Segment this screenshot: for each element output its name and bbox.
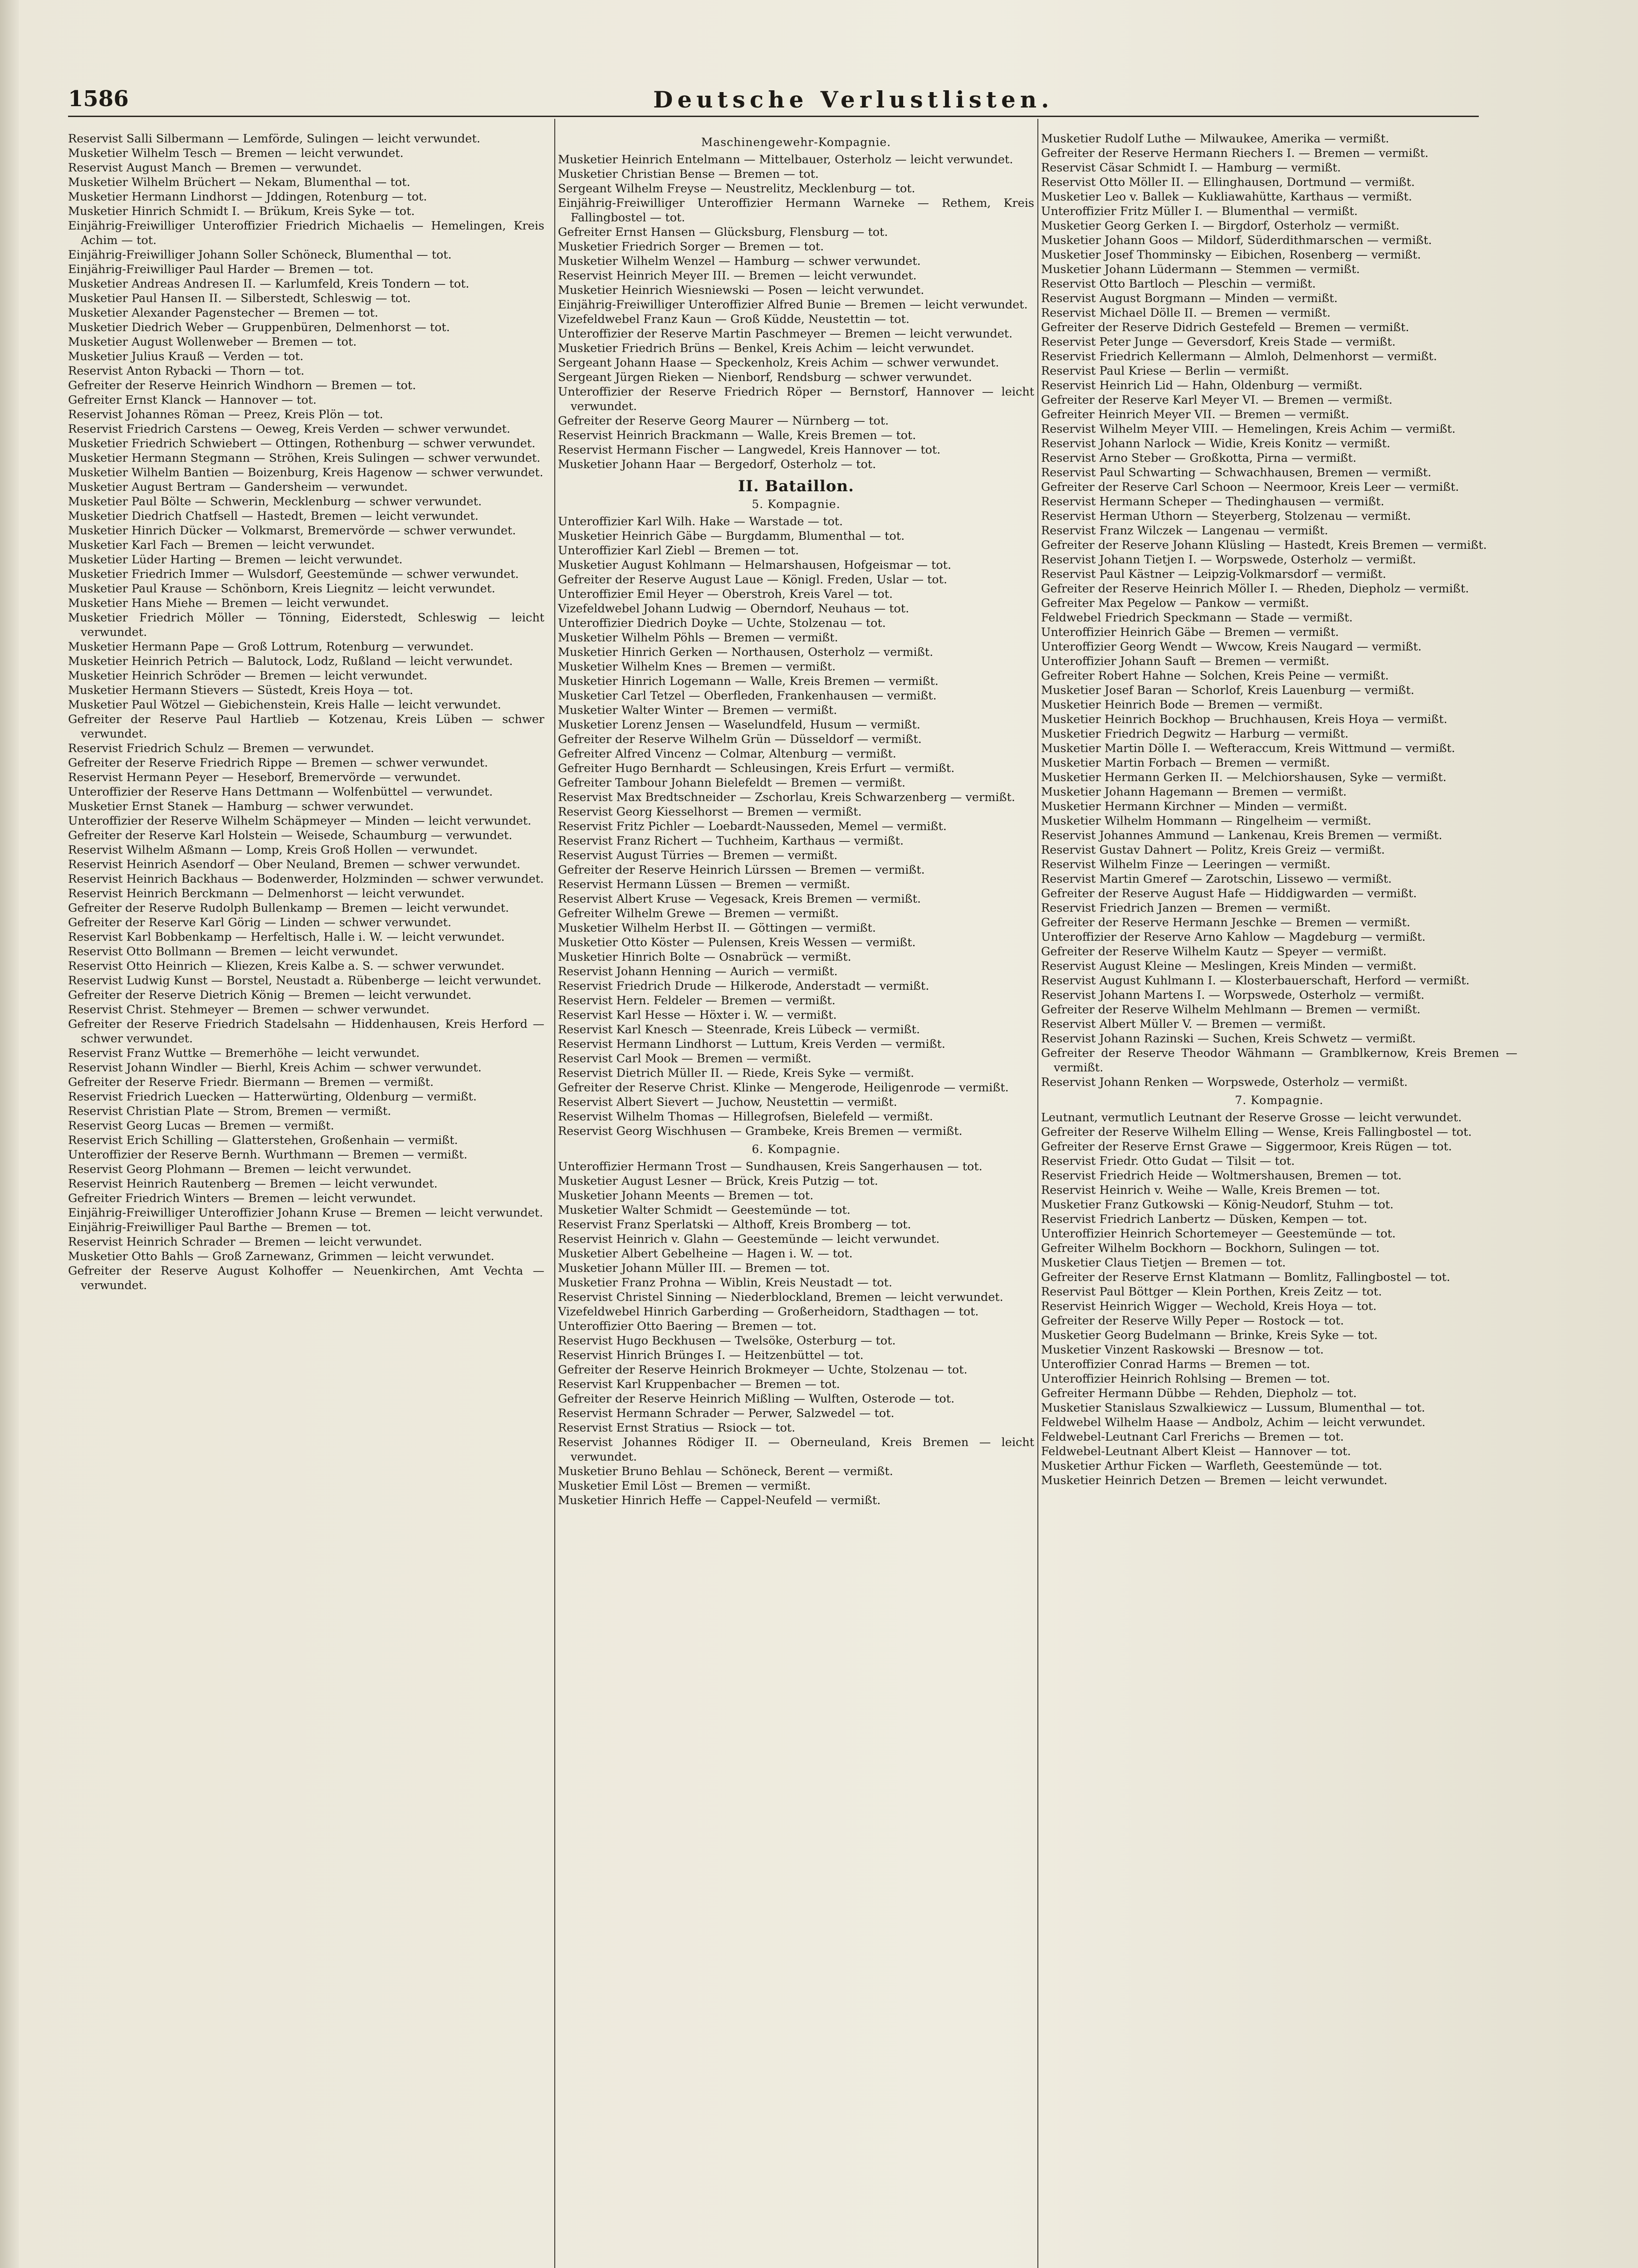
casualty-entry: Reservist Christian Plate — Strom, Bremen — vermißt. bbox=[68, 1105, 391, 1118]
casualty-entry: Reservist Friedrich Kellermann — Almloh, Delmenhorst — vermißt. bbox=[1041, 350, 1437, 363]
casualty-entry: Sergeant Johann Haase — Speckenholz, Kreis Achim — schwer verwundet. bbox=[558, 356, 999, 370]
casualty-entry: Musketier Hinrich Gerken — Northausen, Osterholz — vermißt. bbox=[558, 645, 934, 659]
casualty-entry: Gefreiter der Reserve Rudolph Bullenkamp — Bremen — leicht verwundet. bbox=[68, 901, 509, 915]
casualty-entry: Reservist Christ. Stehmeyer — Bremen — schwer verwundet. bbox=[68, 1003, 430, 1017]
casualty-entry: Gefreiter der Reserve Carl Schoon — Neermoor, Kreis Leer — vermißt. bbox=[1041, 480, 1459, 494]
casualty-entry: Gefreiter der Reserve Willy Peper — Rostock — tot. bbox=[1041, 1314, 1344, 1328]
casualty-entry: Musketier Heinrich Bode — Bremen — vermißt. bbox=[1041, 698, 1323, 712]
casualty-entry: Reservist Johann Martens I. — Worpswede, Osterholz — vermißt. bbox=[1041, 988, 1425, 1002]
casualty-entry: Gefreiter Tambour Johann Bielefeldt — Bremen — vermißt. bbox=[558, 776, 905, 790]
casualty-entry: Musketier Heinrich Schröder — Bremen — leicht verwundet. bbox=[68, 669, 428, 683]
casualty-entry: Musketier Heinrich Bockhop — Bruchhausen, Kreis Hoya — vermißt. bbox=[1041, 713, 1447, 726]
casualty-entry: Musketier Hermann Lindhorst — Jddingen, Rotenburg — tot. bbox=[68, 190, 427, 204]
casualty-entry: Reservist Friedrich Lanbertz — Düsken, Kempen — tot. bbox=[1041, 1212, 1368, 1226]
casualty-entry: Sergeant Jürgen Rieken — Nienborf, Rendsburg — schwer verwundet. bbox=[558, 371, 972, 384]
casualty-entry: Reservist Wilhelm Finze — Leeringen — vermißt. bbox=[1041, 858, 1331, 871]
casualty-entry: Musketier August Kohlmann — Helmarshausen, Hofgeismar — tot. bbox=[558, 558, 952, 572]
casualty-entry: Musketier Heinrich Petrich — Balutock, Lodz, Rußland — leicht verwundet. bbox=[68, 655, 513, 668]
casualty-entry: Reservist Hinrich Brünges I. — Heitzenbüttel — tot. bbox=[558, 1349, 864, 1362]
page-binding-shadow bbox=[0, 0, 19, 2268]
casualty-entry: Gefreiter Max Pegelow — Pankow — vermißt. bbox=[1041, 596, 1309, 610]
casualty-entry: Reservist Hugo Beckhusen — Twelsöke, Osterburg — tot. bbox=[558, 1334, 896, 1348]
casualty-entry: Gefreiter der Reserve Heinrich Brokmeyer — Uchte, Stolzenau — tot. bbox=[558, 1363, 968, 1377]
company-heading: Maschinengewehr-Kompagnie. bbox=[701, 136, 891, 149]
casualty-entry: Reservist Friedr. Otto Gudat — Tilsit — tot. bbox=[1041, 1154, 1295, 1168]
casualty-entry: Musketier Paul Bölte — Schwerin, Mecklenburg — schwer verwundet. bbox=[68, 495, 482, 508]
casualty-entry: Reservist Fritz Pichler — Loebardt-Nausseden, Memel — vermißt. bbox=[558, 820, 947, 833]
casualty-entry: Musketier Christian Bense — Bremen — tot. bbox=[558, 167, 819, 181]
casualty-entry: Reservist Michael Dölle II. — Bremen — vermißt. bbox=[1041, 306, 1331, 320]
casualty-entry: Reservist Heinrich v. Glahn — Geestemünde — leicht verwundet. bbox=[558, 1232, 940, 1246]
casualty-entry: Musketier Diedrich Weber — Gruppenbüren, Delmenhorst — tot. bbox=[68, 321, 450, 334]
casualty-entry: Reservist Erich Schilling — Glatterstehen, Großenhain — vermißt. bbox=[68, 1134, 458, 1147]
casualty-entry: Musketier Wilhelm Pöhls — Bremen — vermißt. bbox=[558, 631, 838, 645]
casualty-entry: Musketier Otto Köster — Pulensen, Kreis Wessen — vermißt. bbox=[558, 936, 916, 949]
casualty-entry: Gefreiter Wilhelm Bockhorn — Bockhorn, Sulingen — tot. bbox=[1041, 1242, 1380, 1255]
casualty-entry: Reservist Carl Mook — Bremen — vermißt. bbox=[558, 1052, 812, 1066]
casualty-entry: Reservist Johann Windler — Bierhl, Kreis Achim — schwer verwundet. bbox=[68, 1061, 482, 1075]
casualty-entry: Musketier Arthur Ficken — Warfleth, Geestemünde — tot. bbox=[1041, 1459, 1383, 1473]
casualty-entry: Unteroffizier der Reserve Arno Kahlow — Magdeburg — vermißt. bbox=[1041, 930, 1426, 944]
casualty-entry: Musketier August Bertram — Gandersheim — verwundet. bbox=[68, 480, 408, 494]
casualty-entry: Reservist Johannes Röman — Preez, Kreis Plön — tot. bbox=[68, 408, 383, 421]
casualty-entry: Gefreiter der Reserve Wilhelm Kautz — Speyer — vermißt. bbox=[1041, 945, 1387, 958]
casualty-entry: Unteroffizier Karl Ziebl — Bremen — tot. bbox=[558, 544, 799, 557]
casualty-entry: Musketier Hinrich Bolte — Osnabrück — vermißt. bbox=[558, 950, 851, 964]
casualty-entry: Musketier Wilhelm Brüchert — Nekam, Blumenthal — tot. bbox=[68, 176, 411, 189]
casualty-entry: Unteroffizier Georg Wendt — Wwcow, Kreis Naugard — vermißt. bbox=[1041, 640, 1422, 654]
casualty-entry: Gefreiter Robert Hahne — Solchen, Kreis Peine — vermißt. bbox=[1041, 669, 1389, 683]
casualty-entry: Musketier Friedrich Degwitz — Harburg — vermißt. bbox=[1041, 727, 1349, 741]
casualty-entry: Reservist Hermann Fischer — Langwedel, Kreis Hannover — tot. bbox=[558, 443, 941, 457]
casualty-entry: Einjährig-Freiwilliger Unteroffizier Alfred Bunie — Bremen — leicht verwundet. bbox=[558, 298, 1028, 312]
casualty-entry: Reservist Paul Kriese — Berlin — vermißt. bbox=[1041, 364, 1289, 378]
casualty-entry: Gefreiter Hugo Bernhardt — Schleusingen, Kreis Erfurt — vermißt. bbox=[558, 762, 955, 775]
casualty-entry: Musketier Hermann Gerken II. — Melchiorshausen, Syke — vermißt. bbox=[1041, 771, 1447, 784]
casualty-entry: Reservist Salli Silbermann — Lemförde, Sulingen — leicht verwundet. bbox=[68, 132, 480, 146]
casualty-entry: Unteroffizier Otto Baering — Bremen — tot. bbox=[558, 1320, 817, 1333]
casualty-entry: Reservist Franz Richert — Tuchheim, Karthaus — vermißt. bbox=[558, 834, 904, 848]
casualty-entry: Reservist Franz Sperlatski — Althoff, Kreis Bromberg — tot. bbox=[558, 1218, 911, 1232]
casualty-entry: Gefreiter Heinrich Meyer VII. — Bremen — vermißt. bbox=[1041, 408, 1350, 421]
casualty-entry: Musketier Claus Tietjen — Bremen — tot. bbox=[1041, 1256, 1286, 1270]
casualty-entry: Musketier Hans Miehe — Bremen — leicht verwundet. bbox=[68, 596, 389, 610]
casualty-entry: Reservist Heinrich Backhaus — Bodenwerder, Holzminden — schwer verwundet. bbox=[68, 872, 544, 886]
casualty-entry: Musketier Franz Prohna — Wiblin, Kreis Neustadt — tot. bbox=[558, 1276, 892, 1290]
casualty-entry: Musketier Rudolf Luthe — Milwaukee, Amerika — vermißt. bbox=[1041, 132, 1389, 146]
casualty-entry: Reservist Albert Müller V. — Bremen — vermißt. bbox=[1041, 1017, 1326, 1031]
casualty-entry: Musketier Friedrich Immer — Wulsdorf, Geestemünde — schwer verwundet. bbox=[68, 567, 519, 581]
casualty-entry: Musketier Johann Lüdermann — Stemmen — vermißt. bbox=[1041, 263, 1360, 276]
casualty-entry: Reservist Albert Sievert — Juchow, Neustettin — vermißt. bbox=[558, 1095, 897, 1109]
casualty-entry: Musketier Friedrich Schwiebert — Ottingen, Rothenburg — schwer verwundet. bbox=[68, 437, 536, 450]
casualty-entry: Reservist Otto Bollmann — Bremen — leicht verwundet. bbox=[68, 945, 398, 958]
casualty-entry: Feldwebel-Leutnant Albert Kleist — Hannover — tot. bbox=[1041, 1445, 1351, 1458]
casualty-entry: Gefreiter der Reserve Johann Klüsling — Hastedt, Kreis Bremen — vermißt. bbox=[1041, 538, 1487, 552]
casualty-entry: Vizefeldwebel Hinrich Garberding — Großerheidorn, Stadthagen — tot. bbox=[558, 1305, 979, 1319]
casualty-entry: Musketier Andreas Andresen II. — Karlumfeld, Kreis Tondern — tot. bbox=[68, 277, 469, 291]
casualty-entry: Gefreiter der Reserve Dietrich König — Bremen — leicht verwundet. bbox=[68, 988, 472, 1002]
casualty-entry: Musketier Hermann Pape — Groß Lottrum, Rotenburg — verwundet. bbox=[68, 640, 474, 654]
casualty-entry: Musketier Wilhelm Herbst II. — Göttingen — vermißt. bbox=[558, 921, 876, 935]
casualty-entry: Musketier Heinrich Gäbe — Burgdamm, Blumenthal — tot. bbox=[558, 529, 905, 543]
casualty-entry: Unteroffizier Conrad Harms — Bremen — tot. bbox=[1041, 1358, 1310, 1371]
casualty-entry: Musketier August Lesner — Brück, Kreis Putzig — tot. bbox=[558, 1174, 878, 1188]
casualty-entry: Reservist Karl Kruppenbacher — Bremen — tot. bbox=[558, 1378, 840, 1391]
casualty-entry: Musketier Friedrich Sorger — Bremen — tot. bbox=[558, 240, 824, 254]
casualty-entry: Unteroffizier der Reserve Hans Dettmann — Wolfenbüttel — verwundet. bbox=[68, 785, 493, 799]
page-number: 1586 bbox=[68, 86, 129, 112]
casualty-entry: Reservist Friedrich Heide — Woltmershausen, Bremen — tot. bbox=[1041, 1169, 1402, 1183]
column-3 bbox=[1041, 132, 1517, 1488]
casualty-entry: Unteroffizier Diedrich Doyke — Uchte, Stolzenau — tot. bbox=[558, 616, 886, 630]
column-divider-1 bbox=[554, 119, 555, 2268]
casualty-entry: Musketier Friedrich Möller — Tönning, Eiderstedt, Schleswig — leicht verwundet. bbox=[68, 611, 544, 639]
casualty-entry: Reservist Johann Henning — Aurich — vermißt. bbox=[558, 965, 838, 978]
casualty-entry: Gefreiter der Reserve Ernst Grawe — Siggermoor, Kreis Rügen — tot. bbox=[1041, 1140, 1452, 1154]
casualty-entry: Musketier Wilhelm Hommann — Ringelheim — vermißt. bbox=[1041, 814, 1372, 828]
casualty-entry: Unteroffizier der Reserve Wilhelm Schäpmeyer — Minden — leicht verwundet. bbox=[68, 814, 532, 828]
casualty-entry: Unteroffizier Heinrich Rohlsing — Bremen — tot. bbox=[1041, 1372, 1330, 1386]
column-1 bbox=[68, 132, 544, 1293]
casualty-entry: Einjährig-Freiwilliger Unteroffizier Friedrich Michaelis — Hemelingen, Kreis Achim — tot. bbox=[68, 219, 544, 247]
casualty-entry: Reservist August Borgmann — Minden — vermißt. bbox=[1041, 292, 1338, 305]
casualty-entry: Musketier Hinrich Dücker — Volkmarst, Bremervörde — schwer verwundet. bbox=[68, 524, 516, 538]
casualty-entry: Reservist Johann Narlock — Widie, Kreis Konitz — vermißt. bbox=[1041, 437, 1390, 450]
casualty-entry: Gefreiter der Reserve Wilhelm Elling — Wense, Kreis Fallingbostel — tot. bbox=[1041, 1125, 1472, 1139]
casualty-entry: Reservist Anton Rybacki — Thorn — tot. bbox=[68, 364, 304, 378]
casualty-entry: Gefreiter der Reserve Didrich Gestefeld — Bremen — vermißt. bbox=[1041, 321, 1409, 334]
casualty-entry: Musketier Martin Forbach — Bremen — vermißt. bbox=[1041, 756, 1330, 770]
casualty-entry: Musketier Hermann Kirchner — Minden — vermißt. bbox=[1041, 800, 1347, 813]
casualty-entry: Reservist Otto Möller II. — Ellinghausen, Dortmund — vermißt. bbox=[1041, 176, 1415, 189]
casualty-entry: Musketier Heinrich Wiesniewski — Posen — leicht verwundet. bbox=[558, 284, 924, 297]
casualty-entry: Musketier Lüder Harting — Bremen — leicht verwundet. bbox=[68, 553, 403, 567]
casualty-entry: Gefreiter der Reserve Christ. Klinke — Mengerode, Heiligenrode — vermißt. bbox=[558, 1081, 1009, 1095]
casualty-entry: Musketier Leo v. Ballek — Kukliawahütte, Karthaus — vermißt. bbox=[1041, 190, 1413, 204]
casualty-entry: Reservist Johann Tietjen I. — Worpswede, Osterholz — vermißt. bbox=[1041, 553, 1416, 567]
casualty-entry: Reservist Ludwig Kunst — Borstel, Neustadt a. Rübenberge — leicht verwundet. bbox=[68, 974, 542, 987]
casualty-entry: Reservist Hern. Feldeler — Bremen — vermißt. bbox=[558, 994, 836, 1007]
casualty-entry: Musketier Hinrich Logemann — Walle, Kreis Bremen — vermißt. bbox=[558, 675, 939, 688]
casualty-entry: Reservist Karl Knesch — Steenrade, Kreis Lübeck — vermißt. bbox=[558, 1023, 920, 1036]
casualty-entry: Musketier Martin Dölle I. — Wefteraccum, Kreis Wittmund — vermißt. bbox=[1041, 742, 1455, 755]
casualty-entry: Gefreiter der Reserve Wilhelm Mehlmann — Bremen — vermißt. bbox=[1041, 1003, 1421, 1017]
header-rule bbox=[68, 116, 1479, 117]
casualty-entry: Reservist Johannes Ammund — Lankenau, Kreis Bremen — vermißt. bbox=[1041, 829, 1442, 842]
casualty-entry: Musketier Heinrich Detzen — Bremen — leicht verwundet. bbox=[1041, 1474, 1388, 1487]
casualty-entry: Musketier Walter Schmidt — Geestemünde — tot. bbox=[558, 1203, 851, 1217]
casualty-entry: Gefreiter der Reserve Friedr. Biermann — Bremen — vermißt. bbox=[68, 1075, 434, 1089]
casualty-entry: Reservist Heinrich Berckmann — Delmenhorst — leicht verwundet. bbox=[68, 887, 465, 900]
casualty-entry: Leutnant, vermutlich Leutnant der Reserve Grosse — leicht verwundet. bbox=[1041, 1111, 1462, 1124]
casualty-entry: Sergeant Wilhelm Freyse — Neustrelitz, Mecklenburg — tot. bbox=[558, 182, 915, 196]
casualty-entry: Musketier Paul Wötzel — Giebichenstein, Kreis Halle — leicht verwundet. bbox=[68, 698, 501, 712]
casualty-entry: Gefreiter der Reserve Ernst Klatmann — Bomlitz, Fallingbostel — tot. bbox=[1041, 1271, 1450, 1284]
column-2 bbox=[558, 132, 1034, 1508]
casualty-entry: Gefreiter der Reserve Heinrich Möller I. — Rheden, Diepholz — vermißt. bbox=[1041, 582, 1469, 596]
casualty-entry: Reservist Franz Wuttke — Bremerhöhe — leicht verwundet. bbox=[68, 1046, 420, 1060]
casualty-entry: Unteroffizier Heinrich Gäbe — Bremen — vermißt. bbox=[1041, 626, 1339, 639]
casualty-entry: Musketier Heinrich Entelmann — Mittelbauer, Osterholz — leicht verwundet. bbox=[558, 153, 1013, 166]
casualty-entry: Reservist Hermann Lindhorst — Luttum, Kreis Verden — vermißt. bbox=[558, 1037, 946, 1051]
casualty-entry: Reservist Dietrich Müller II. — Riede, Kreis Syke — vermißt. bbox=[558, 1066, 914, 1080]
casualty-entry: Reservist Friedrich Carstens — Oeweg, Kreis Verden — schwer verwundet. bbox=[68, 422, 510, 436]
casualty-entry: Musketier Karl Fach — Bremen — leicht verwundet. bbox=[68, 538, 375, 552]
casualty-entry: Musketier Emil Löst — Bremen — vermißt. bbox=[558, 1479, 811, 1493]
casualty-entry: Musketier Carl Tetzel — Oberfleden, Frankenhausen — vermißt. bbox=[558, 689, 937, 703]
casualty-entry: Musketier Johann Goos — Mildorf, Süderdithmarschen — vermißt. bbox=[1041, 234, 1432, 247]
casualty-entry: Musketier Wilhelm Tesch — Bremen — leicht verwundet. bbox=[68, 147, 404, 160]
casualty-entry: Unteroffizier Johann Sauft — Bremen — vermißt. bbox=[1041, 655, 1330, 668]
casualty-entry: Einjährig-Freiwilliger Unteroffizier Hermann Warneke — Rethem, Kreis Fallingbostel — tot. bbox=[558, 196, 1034, 225]
casualty-entry: Reservist Cäsar Schmidt I. — Hamburg — vermißt. bbox=[1041, 161, 1341, 175]
casualty-entry: Musketier Hinrich Schmidt I. — Brükum, Kreis Syke — tot. bbox=[68, 205, 415, 218]
casualty-entry: Reservist Herman Uthorn — Steyerberg, Stolzenau — vermißt. bbox=[1041, 509, 1411, 523]
casualty-entry: Reservist Christel Sinning — Niederblockland, Bremen — leicht verwundet. bbox=[558, 1290, 1003, 1304]
casualty-entry: Reservist Franz Wilczek — Langenau — vermißt. bbox=[1041, 524, 1328, 538]
casualty-entry: Vizefeldwebel Johann Ludwig — Oberndorf, Neuhaus — tot. bbox=[558, 602, 909, 616]
casualty-entry: Gefreiter der Reserve Hermann Riechers I. — Bremen — vermißt. bbox=[1041, 147, 1429, 160]
casualty-entry: Reservist Hermann Scheper — Thedinghausen — vermißt. bbox=[1041, 495, 1384, 508]
column-divider-2 bbox=[1037, 119, 1038, 2268]
casualty-entry: Gefreiter Wilhelm Grewe — Bremen — vermißt. bbox=[558, 907, 839, 920]
casualty-entry: Musketier Johann Meents — Bremen — tot. bbox=[558, 1189, 814, 1202]
casualty-entry: Reservist Georg Kiesselhorst — Bremen — vermißt. bbox=[558, 805, 862, 819]
casualty-entry: Reservist Friedrich Drude — Hilkerode, Anderstadt — vermißt. bbox=[558, 979, 929, 993]
casualty-entry: Reservist Paul Kästner — Leipzig-Volkmarsdorf — vermißt. bbox=[1041, 567, 1386, 581]
casualty-entry: Gefreiter der Reserve Heinrich Windhorn — Bremen — tot. bbox=[68, 379, 416, 392]
casualty-entry: Reservist Wilhelm Meyer VIII. — Hemelingen, Kreis Achim — vermißt. bbox=[1041, 422, 1456, 436]
casualty-entry: Reservist Paul Böttger — Klein Porthen, Kreis Zeitz — tot. bbox=[1041, 1285, 1382, 1299]
casualty-entry: Gefreiter der Reserve Heinrich Lürssen — Bremen — vermißt. bbox=[558, 863, 925, 877]
casualty-entry: Gefreiter der Reserve Theodor Wähmann — Gramblkernow, Kreis Bremen — vermißt. bbox=[1041, 1046, 1517, 1075]
casualty-entry: Reservist Heinrich Asendorf — Ober Neuland, Bremen — schwer verwundet. bbox=[68, 858, 521, 871]
casualty-entry: Unteroffizier Heinrich Schortemeyer — Geestemünde — tot. bbox=[1041, 1227, 1396, 1241]
company-heading: 5. Kompagnie. bbox=[752, 498, 841, 511]
casualty-entry: Gefreiter der Reserve August Laue — Königl. Freden, Uslar — tot. bbox=[558, 573, 948, 587]
casualty-entry: Reservist Heinrich Meyer III. — Bremen — leicht verwundet. bbox=[558, 269, 917, 283]
casualty-entry: Reservist Heinrich v. Weihe — Walle, Kreis Bremen — tot. bbox=[1041, 1183, 1380, 1197]
running-title: Deutsche Verlustlisten. bbox=[653, 86, 1054, 113]
casualty-entry: Musketier Paul Hansen II. — Silberstedt, Schleswig — tot. bbox=[68, 292, 411, 305]
casualty-entry: Musketier Hinrich Heffe — Cappel-Neufeld — vermißt. bbox=[558, 1494, 881, 1507]
casualty-entry: Reservist Friedrich Luecken — Hatterwürting, Oldenburg — vermißt. bbox=[68, 1090, 477, 1104]
casualty-entry: Vizefeldwebel Franz Kaun — Groß Küdde, Neustettin — tot. bbox=[558, 313, 910, 326]
casualty-entry: Unteroffizier der Reserve Bernh. Wurthmann — Bremen — vermißt. bbox=[68, 1148, 468, 1162]
casualty-entry: Musketier Wilhelm Knes — Bremen — vermißt. bbox=[558, 660, 836, 674]
casualty-entry: Reservist Georg Plohmann — Bremen — leicht verwundet. bbox=[68, 1163, 412, 1176]
casualty-entry: Unteroffizier Fritz Müller I. — Blumenthal — vermißt. bbox=[1041, 205, 1358, 218]
casualty-entry: Musketier Josef Baran — Schorlof, Kreis Lauenburg — vermißt. bbox=[1041, 684, 1414, 697]
casualty-entry: Reservist Georg Lucas — Bremen — vermißt. bbox=[68, 1119, 334, 1133]
casualty-entry: Musketier Lorenz Jensen — Waselundfeld, Husum — vermißt. bbox=[558, 718, 920, 732]
casualty-entry: Gefreiter der Reserve Paul Hartlieb — Kotzenau, Kreis Lüben — schwer verwundet. bbox=[68, 713, 544, 741]
casualty-entry: Reservist Hermann Lüssen — Bremen — vermißt. bbox=[558, 878, 851, 891]
casualty-entry: Gefreiter der Reserve Friedrich Stadelsahn — Hiddenhausen, Kreis Herford — schwer verwundet. bbox=[68, 1017, 544, 1046]
casualty-entry: Musketier Hermann Stievers — Süstedt, Kreis Hoya — tot. bbox=[68, 684, 413, 697]
casualty-entry: Feldwebel-Leutnant Carl Frerichs — Bremen — tot. bbox=[1041, 1430, 1344, 1444]
casualty-entry: Gefreiter der Reserve Karl Holstein — Weisede, Schaumburg — verwundet. bbox=[68, 829, 513, 842]
casualty-entry: Musketier Ernst Stanek — Hamburg — schwer verwundet. bbox=[68, 800, 414, 813]
casualty-entry: Reservist Albert Kruse — Vegesack, Kreis Bremen — vermißt. bbox=[558, 892, 921, 906]
casualty-entry: Einjährig-Freiwilliger Unteroffizier Johann Kruse — Bremen — leicht verwundet. bbox=[68, 1206, 543, 1220]
casualty-entry: Musketier Friedrich Brüns — Benkel, Kreis Achim — leicht verwundet. bbox=[558, 342, 974, 355]
casualty-entry: Reservist Paul Schwarting — Schwachhausen, Bremen — vermißt. bbox=[1041, 466, 1432, 479]
casualty-entry: Musketier Franz Gutkowski — König-Neudorf, Stuhm — tot. bbox=[1041, 1198, 1394, 1212]
casualty-entry: Reservist Otto Heinrich — Kliezen, Kreis Kalbe a. S. — schwer verwundet. bbox=[68, 959, 505, 973]
casualty-entry: Musketier Johann Haar — Bergedorf, Osterholz — tot. bbox=[558, 458, 876, 471]
casualty-entry: Reservist Ernst Stratius — Rsiock — tot. bbox=[558, 1421, 796, 1435]
casualty-entry: Gefreiter der Reserve Wilhelm Grün — Düsseldorf — vermißt. bbox=[558, 733, 922, 746]
casualty-entry: Feldwebel Wilhelm Haase — Andbolz, Achim — leicht verwundet. bbox=[1041, 1416, 1426, 1429]
casualty-entry: Gefreiter der Reserve Karl Görig — Linden — schwer verwundet. bbox=[68, 916, 451, 929]
casualty-entry: Reservist August Kuhlmann I. — Klosterbauerschaft, Herford — vermißt. bbox=[1041, 974, 1470, 987]
casualty-entry: Musketier Otto Bahls — Groß Zarnewanz, Grimmen — leicht verwundet. bbox=[68, 1250, 494, 1263]
casualty-entry: Reservist Max Bredtschneider — Zschorlau, Kreis Schwarzenberg — vermißt. bbox=[558, 791, 1015, 804]
casualty-entry: Reservist Heinrich Wigger — Wechold, Kreis Hoya — tot. bbox=[1041, 1300, 1377, 1313]
casualty-entry: Reservist August Kleine — Meslingen, Kreis Minden — vermißt. bbox=[1041, 959, 1417, 973]
casualty-entry: Reservist August Manch — Bremen — verwundet. bbox=[68, 161, 362, 175]
casualty-entry: Gefreiter Ernst Klanck — Hannover — tot. bbox=[68, 393, 317, 407]
company-heading: 6. Kompagnie. bbox=[752, 1143, 841, 1156]
casualty-entry: Gefreiter der Reserve Friedrich Rippe — Bremen — schwer verwundet. bbox=[68, 756, 488, 770]
section-heading: II. Bataillon. bbox=[738, 477, 854, 495]
casualty-entry: Reservist Johann Razinski — Suchen, Kreis Schwetz — vermißt. bbox=[1041, 1032, 1416, 1046]
casualty-entry: Reservist Heinrich Lid — Hahn, Oldenburg — vermißt. bbox=[1041, 379, 1363, 392]
casualty-entry: Gefreiter Hermann Dübbe — Rehden, Diepholz — tot. bbox=[1041, 1387, 1357, 1400]
casualty-entry: Musketier Vinzent Raskowski — Bresnow — tot. bbox=[1041, 1343, 1324, 1357]
casualty-entry: Unteroffizier Karl Wilh. Hake — Warstade — tot. bbox=[558, 515, 843, 528]
casualty-entry: Musketier Wilhelm Bantien — Boizenburg, Kreis Hagenow — schwer verwundet. bbox=[68, 466, 543, 479]
casualty-entry: Reservist Johannes Rödiger II. — Oberneuland, Kreis Bremen — leicht verwundet. bbox=[558, 1436, 1034, 1464]
casualty-entry: Gefreiter Friedrich Winters — Bremen — leicht verwundet. bbox=[68, 1192, 416, 1205]
casualty-entry: Reservist Heinrich Schrader — Bremen — leicht verwundet. bbox=[68, 1235, 422, 1249]
casualty-entry: Einjährig-Freiwilliger Johann Soller Schöneck, Blumenthal — tot. bbox=[68, 248, 452, 262]
casualty-entry: Reservist Friedrich Schulz — Bremen — verwundet. bbox=[68, 742, 374, 755]
casualty-entry: Musketier Johann Müller III. — Bremen — tot. bbox=[558, 1261, 830, 1275]
casualty-entry: Gefreiter Alfred Vincenz — Colmar, Altenburg — vermißt. bbox=[558, 747, 896, 761]
casualty-entry: Reservist Hermann Schrader — Perwer, Salzwedel — tot. bbox=[558, 1407, 895, 1420]
casualty-entry: Gefreiter der Reserve Karl Meyer VI. — Bremen — vermißt. bbox=[1041, 393, 1393, 407]
casualty-entry: Reservist Wilhelm Aßmann — Lomp, Kreis Groß Hollen — verwundet. bbox=[68, 843, 478, 857]
casualty-entry: Reservist Wilhelm Thomas — Hillegrofsen, Bielefeld — vermißt. bbox=[558, 1110, 933, 1124]
casualty-entry: Musketier Paul Krause — Schönborn, Kreis Liegnitz — leicht verwundet. bbox=[68, 582, 495, 596]
page-header bbox=[68, 86, 1429, 113]
casualty-entry: Reservist Heinrich Brackmann — Walle, Kreis Bremen — tot. bbox=[558, 429, 916, 442]
casualty-entry: Musketier Johann Hagemann — Bremen — vermißt. bbox=[1041, 785, 1347, 799]
casualty-entry: Reservist Georg Wischhusen — Grambeke, Kreis Bremen — vermißt. bbox=[558, 1124, 963, 1138]
company-heading: 7. Kompagnie. bbox=[1235, 1094, 1324, 1107]
casualty-entry: Einjährig-Freiwilliger Paul Harder — Bremen — tot. bbox=[68, 263, 374, 276]
casualty-entry: Musketier Bruno Behlau — Schöneck, Berent — vermißt. bbox=[558, 1465, 893, 1478]
casualty-entry: Reservist Friedrich Janzen — Bremen — vermißt. bbox=[1041, 901, 1331, 915]
casualty-entry: Reservist Johann Renken — Worpswede, Osterholz — vermißt. bbox=[1041, 1075, 1408, 1089]
casualty-entry: Reservist Arno Steber — Großkotta, Pirna — vermißt. bbox=[1041, 451, 1357, 465]
casualty-entry: Musketier Hermann Stegmann — Ströhen, Kreis Sulingen — schwer verwundet. bbox=[68, 451, 541, 465]
casualty-entry: Reservist Peter Junge — Geversdorf, Kreis Stade — vermißt. bbox=[1041, 335, 1396, 349]
casualty-entry: Unteroffizier Hermann Trost — Sundhausen, Kreis Sangerhausen — tot. bbox=[558, 1160, 983, 1173]
casualty-entry: Gefreiter der Reserve August Hafe — Hiddigwarden — vermißt. bbox=[1041, 887, 1417, 900]
casualty-entry: Musketier Walter Winter — Bremen — vermißt. bbox=[558, 704, 837, 717]
casualty-entry: Reservist Hermann Peyer — Heseborf, Bremervörde — verwundet. bbox=[68, 771, 461, 784]
casualty-entry: Einjährig-Freiwilliger Paul Barthe — Bremen — tot. bbox=[68, 1221, 372, 1234]
casualty-entry: Musketier August Wollenweber — Bremen — tot. bbox=[68, 335, 357, 349]
casualty-entry: Reservist Karl Hesse — Höxter i. W. — vermißt. bbox=[558, 1008, 837, 1022]
casualty-entry: Reservist Gustav Dahnert — Politz, Kreis Greiz — vermißt. bbox=[1041, 843, 1385, 857]
casualty-entry: Gefreiter der Reserve Heinrich Mißling — Wulften, Osterode — tot. bbox=[558, 1392, 955, 1406]
casualty-entry: Reservist August Türries — Bremen — vermißt. bbox=[558, 849, 838, 862]
casualty-entry: Musketier Georg Gerken I. — Birgdorf, Osterholz — vermißt. bbox=[1041, 219, 1400, 233]
casualty-entry: Reservist Martin Gmeref — Zarotschin, Lissewo — vermißt. bbox=[1041, 872, 1392, 886]
casualty-entry: Reservist Heinrich Rautenberg — Bremen — leicht verwundet. bbox=[68, 1177, 438, 1191]
casualty-entry: Gefreiter der Reserve Hermann Jeschke — Bremen — vermißt. bbox=[1041, 916, 1410, 929]
casualty-entry: Feldwebel Friedrich Speckmann — Stade — vermißt. bbox=[1041, 611, 1353, 625]
casualty-entry: Unteroffizier der Reserve Martin Paschmeyer — Bremen — leicht verwundet. bbox=[558, 327, 1013, 341]
casualty-entry: Musketier Wilhelm Wenzel — Hamburg — schwer verwundet. bbox=[558, 254, 921, 268]
casualty-entry: Musketier Alexander Pagenstecher — Bremen — tot. bbox=[68, 306, 378, 320]
casualty-entry: Unteroffizier der Reserve Friedrich Röper — Bernstorf, Hannover — leicht verwundet. bbox=[558, 385, 1034, 413]
casualty-entry: Musketier Georg Budelmann — Brinke, Kreis Syke — tot. bbox=[1041, 1329, 1378, 1342]
casualty-entry: Musketier Stanislaus Szwalkiewicz — Lussum, Blumenthal — tot. bbox=[1041, 1401, 1425, 1415]
casualty-entry: Reservist Karl Bobbenkamp — Herfeltisch, Halle i. W. — leicht verwundet. bbox=[68, 930, 505, 944]
casualty-entry: Musketier Josef Thomminsky — Eibichen, Rosenberg — vermißt. bbox=[1041, 248, 1421, 262]
casualty-entry: Gefreiter der Reserve Georg Maurer — Nürnberg — tot. bbox=[558, 414, 889, 428]
casualty-entry: Musketier Albert Gebelheine — Hagen i. W. — tot. bbox=[558, 1247, 853, 1261]
casualty-entry: Musketier Julius Krauß — Verden — tot. bbox=[68, 350, 303, 363]
casualty-entry: Unteroffizier Emil Heyer — Oberstroh, Kreis Varel — tot. bbox=[558, 587, 893, 601]
casualty-entry: Gefreiter Ernst Hansen — Glücksburg, Flensburg — tot. bbox=[558, 225, 888, 239]
casualty-entry: Reservist Otto Bartloch — Pleschin — vermißt. bbox=[1041, 277, 1316, 291]
casualty-entry: Musketier Diedrich Chatfsell — Hastedt, Bremen — leicht verwundet. bbox=[68, 509, 479, 523]
casualty-entry: Gefreiter der Reserve August Kolhoffer — Neuenkirchen, Amt Vechta — verwundet. bbox=[68, 1264, 544, 1292]
